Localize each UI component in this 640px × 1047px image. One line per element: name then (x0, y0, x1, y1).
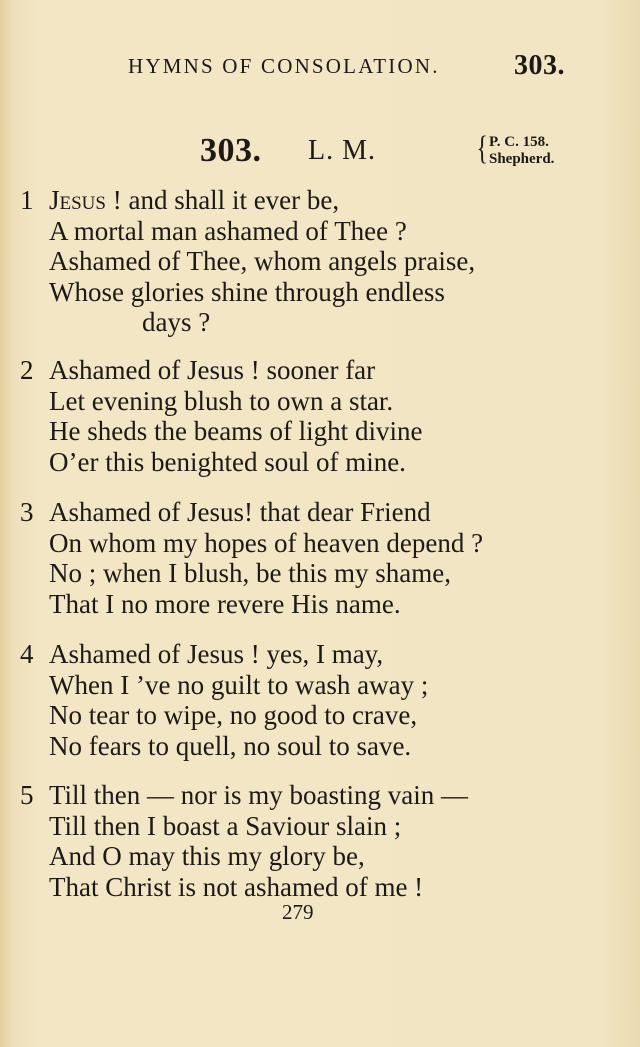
verse-line: That Christ is not ashamed of me ! (49, 871, 424, 902)
running-head-page-number: 303. (514, 50, 565, 81)
verse-first-word: Jesus (49, 185, 106, 215)
stanza-number: 2 (20, 355, 34, 385)
verse-line: Ashamed of Jesus ! yes, I may, (49, 639, 384, 669)
tune-name: Shepherd. (489, 151, 555, 167)
verse-line: Whose glories shine through endless (49, 276, 445, 307)
verse-line: That I no more revere His name. (49, 588, 401, 619)
stanza-number: 1 (20, 185, 34, 215)
hymn-meter: L. M. (308, 135, 376, 166)
hymn-number: 303. (200, 132, 262, 169)
verse-line: He sheds the beams of light divine (49, 416, 423, 446)
running-head-title: HYMNS OF CONSOLATION. (128, 54, 440, 78)
verse-line: No tear to wipe, no good to crave, (49, 700, 418, 730)
verse-line: Ashamed of Jesus! that dear Friend (49, 497, 431, 527)
stanza-number: 4 (20, 639, 34, 669)
verse-line: Ashamed of Thee, whom angels praise, (49, 246, 476, 276)
verse-line (49, 185, 339, 216)
verse-line: And O may this my glory be, (49, 841, 365, 871)
verse-line: Till then I boast a Saviour slain ; (49, 810, 402, 841)
stanza-number: 5 (20, 780, 34, 810)
verse-line: O’er this benighted soul of mine. (49, 446, 406, 477)
verse-line: A mortal man ashamed of Thee ? (49, 215, 407, 246)
verse-line: No ; when I blush, be this my shame, (49, 558, 451, 588)
verse-line-rest: ! and shall it ever be, (105, 185, 340, 215)
verse-line: Let evening blush to own a star. (49, 385, 394, 416)
verse-line: On whom my hopes of heaven depend ? (49, 527, 484, 558)
folio-page-number: 279 (282, 900, 314, 924)
tune-reference-number: P. C. 158. (489, 134, 549, 150)
stanza-number: 3 (20, 497, 34, 527)
verse-line: No fears to quell, no soul to save. (49, 730, 412, 761)
verse-line: Ashamed of Jesus ! sooner far (49, 355, 376, 385)
verse-line: Till then — nor is my boasting vain — (49, 780, 469, 810)
tune-reference-brace: { (476, 130, 488, 167)
verse-line-continuation: days ? (142, 307, 211, 337)
verse-line: When I ’ve no guilt to wash away ; (49, 669, 429, 700)
